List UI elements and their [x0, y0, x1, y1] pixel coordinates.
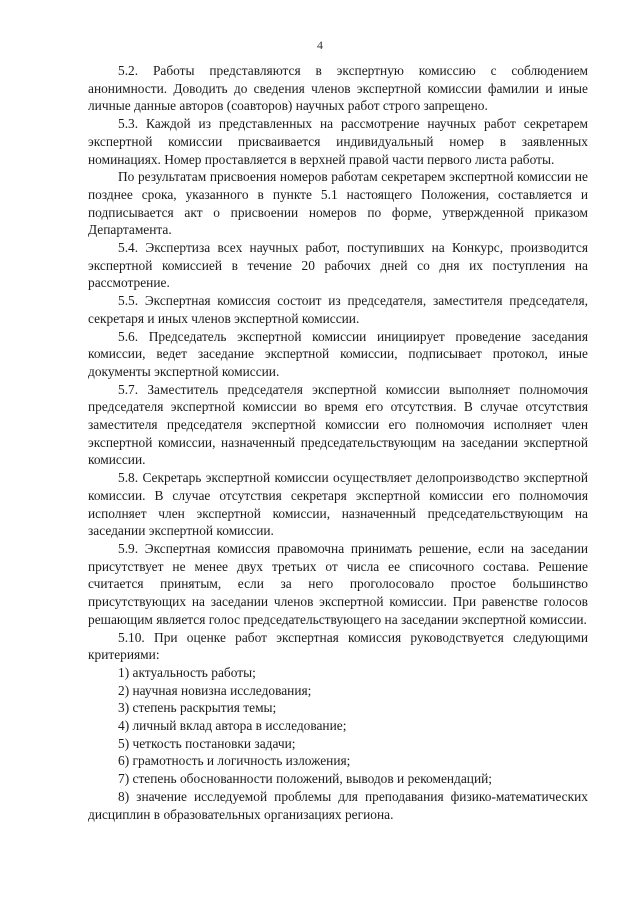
list-item: 5) четкость постановки задачи; — [118, 735, 296, 751]
paragraph-5-8: 5.8. Секретарь экспертной комиссии осуществляет делопроизводство экспертной комиссии. В случае отсутствия секретаря экспертной комиссии его полномочия исполняет член экспертной комиссии, назначенный председательствующим на заседании экспертной комиссии. — [88, 470, 588, 539]
paragraph-numbering-act: По результатам присвоения номеров работам секретарем экспертной комиссии не позднее срока, указанного в пункте 5.1 настоящего Положения, составляется и подписывается акт о присвоении номеров по форме, утвержденной приказом Департамента. — [88, 169, 588, 238]
document-body — [88, 62, 588, 823]
paragraph-5-5: 5.5. Экспертная комиссия состоит из председателя, заместителя председателя, секретаря и иных членов экспертной комиссии. — [88, 293, 588, 326]
list-item: 3) степень раскрытия темы; — [118, 700, 277, 716]
paragraph-5-10: 5.10. При оценке работ экспертная комиссия руководствуется следующими критериями: — [88, 629, 588, 663]
list-item: 7) степень обоснованности положений, выводов и рекомендаций; — [118, 771, 493, 787]
paragraph-5-6: 5.6. Председатель экспертной комиссии инициирует проведение заседания комиссии, ведет заседание экспертной комиссии, подписывает протокол, иные документы экспертной комиссии. — [88, 328, 588, 379]
paragraph-5-7: 5.7. Заместитель председателя экспертной комиссии выполняет полномочия председателя экспертной комиссии во время его отсутствия. В случае отсутствия заместителя председателя экспертной комиссии его полномочия исполняет член экспертной комиссии, назначенный председательствующим на заседании экспертной комиссии. — [88, 381, 588, 468]
list-item: 6) грамотность и логичность изложения; — [118, 753, 351, 769]
paragraph-5-3: 5.3. Каждой из представленных на рассмотрение научных работ секретарем экспертной комиссии присваивается индивидуальный номер в заявленных номинациях. Номер проставляется в верхней правой части первого листа работы. — [88, 116, 588, 167]
paragraph-5-4: 5.4. Экспертиза всех научных работ, поступивших на Конкурс, производится экспертной комиссией в течение 20 рабочих дней со дня их поступления на рассмотрение. — [88, 240, 588, 291]
page-number: 4 — [317, 38, 323, 52]
list-item: 2) научная новизна исследования; — [118, 682, 312, 698]
list-item: 4) личный вклад автора в исследование; — [118, 718, 347, 734]
criteria-list — [88, 664, 588, 823]
paragraph-5-2: 5.2. Работы представляются в экспертную комиссию с соблюдением анонимности. Доводить до сведения членов экспертной комиссии фамилии и иные личные данные авторов (соавторов) научных работ строго запрещено. — [88, 63, 588, 114]
list-item: 1) актуальность работы; — [118, 664, 256, 680]
paragraph-5-9: 5.9. Экспертная комиссия правомочна принимать решение, если на заседании присутствует не менее двух третьих от числа ее списочного состава. Решение считается принятым, если за него проголосовало простое большинство присутствующих на заседании членов экспертной комиссии. При равенстве голосов решающим является голос председательствующего на заседании экспертной комиссии. — [88, 540, 588, 627]
list-item: 8) значение исследуемой проблемы для преподавания физико-математических дисциплин в образовательных организациях региона. — [88, 788, 588, 822]
